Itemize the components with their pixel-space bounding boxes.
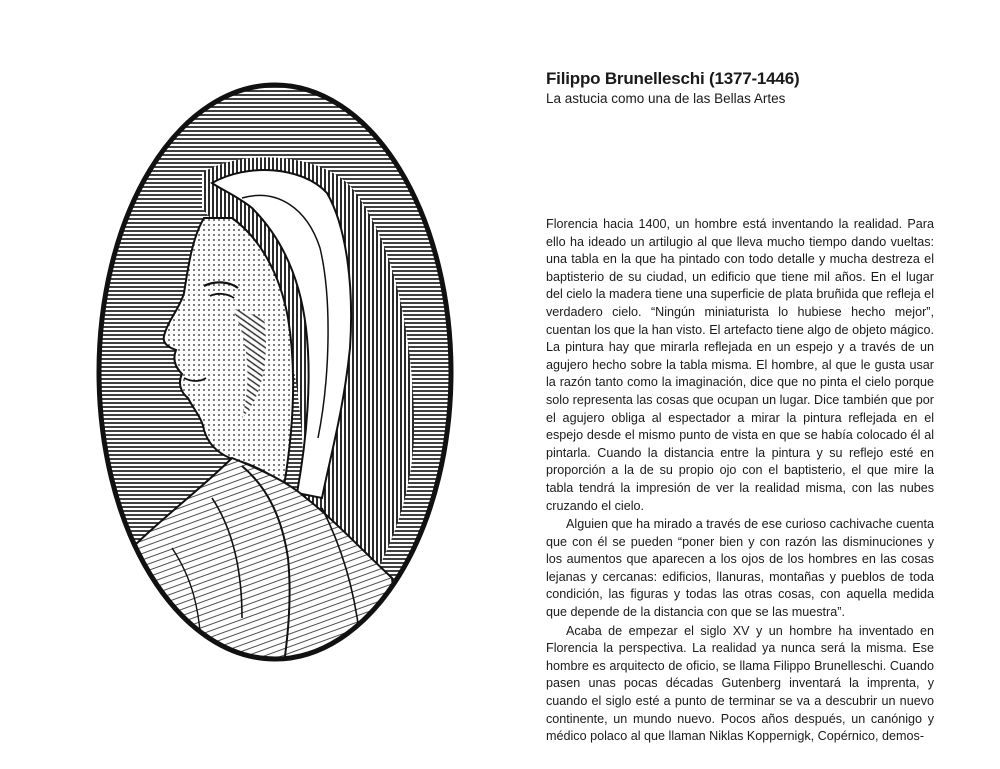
chapter-subtitle: La astucia como una de las Bellas Artes — [546, 91, 786, 106]
portrait-engraving — [92, 78, 458, 666]
paragraph: Acaba de empezar el siglo XV y un hombre ha inventado en Florencia la perspectiva. La realidad ya nunca será la misma. Ese hombre es arquitecto de oficio, se llama Filippo Brunelleschi. Cuando pasen unas pocas décadas Gutenberg inventará la imprenta, y cuando el siglo esté a punto de terminar se va a descubrir un nuevo continente, un mundo nuevo. Pocos años después, un canónigo y médico polaco al que llaman Niklas Koppernigk, Copérnico, demos- — [546, 623, 934, 744]
body-text — [546, 216, 934, 746]
paragraph: Alguien que ha mirado a través de ese curioso cachivache cuenta que con él se pueden “poner bien y con razón las disminuciones y los aumentos que aparecen a los ojos de los hombres en las cosas lejanas y cercanas: edificios, llanuras, montañas y pueblos de toda condición, las figuras y todas las otras cosas, con aquella medida que depende de la distancia con que se las muestra”. — [546, 517, 934, 620]
paragraph: Florencia hacia 1400, un hombre está inventando la realidad. Para ello ha ideado un artilugio al que lleva mucho tiempo dando vueltas: una tabla en la que ha pintado con todo detalle y mucha destreza el baptisterio de su ciudad, un edificio que tiene mil años. En el lugar del cielo la madera tiene una superficie de plata bruñida que refleja el verdadero cielo. “Ningún miniaturista lo hubiese hecho mejor”, cuentan los que la han visto. El artefacto tiene algo de objeto mágico. La pintura hay que mirarla reflejada en un espejo y a través de un agujero hecho sobre la tabla misma. El hombre, al que le gusta usar la razón tanto como la imaginación, dice que no pinta el cielo porque solo representa las cosas que ocupan un lugar. Dice también que por el agujero obliga al espectador a mirar la pintura reflejada en el espejo desde el mismo punto de vista en que se había colocado él al pintarla. Cuando la distancia entre la pintura y su reflejo esté en proporción a la de su propio ojo con el baptisterio, el que mire la tabla tendrá la impresión de ver la realidad misma, con las nubes cruzando el cielo. — [546, 217, 934, 513]
chapter-header — [546, 68, 946, 108]
chapter-title: Filippo Brunelleschi (1377-1446) — [546, 69, 800, 88]
